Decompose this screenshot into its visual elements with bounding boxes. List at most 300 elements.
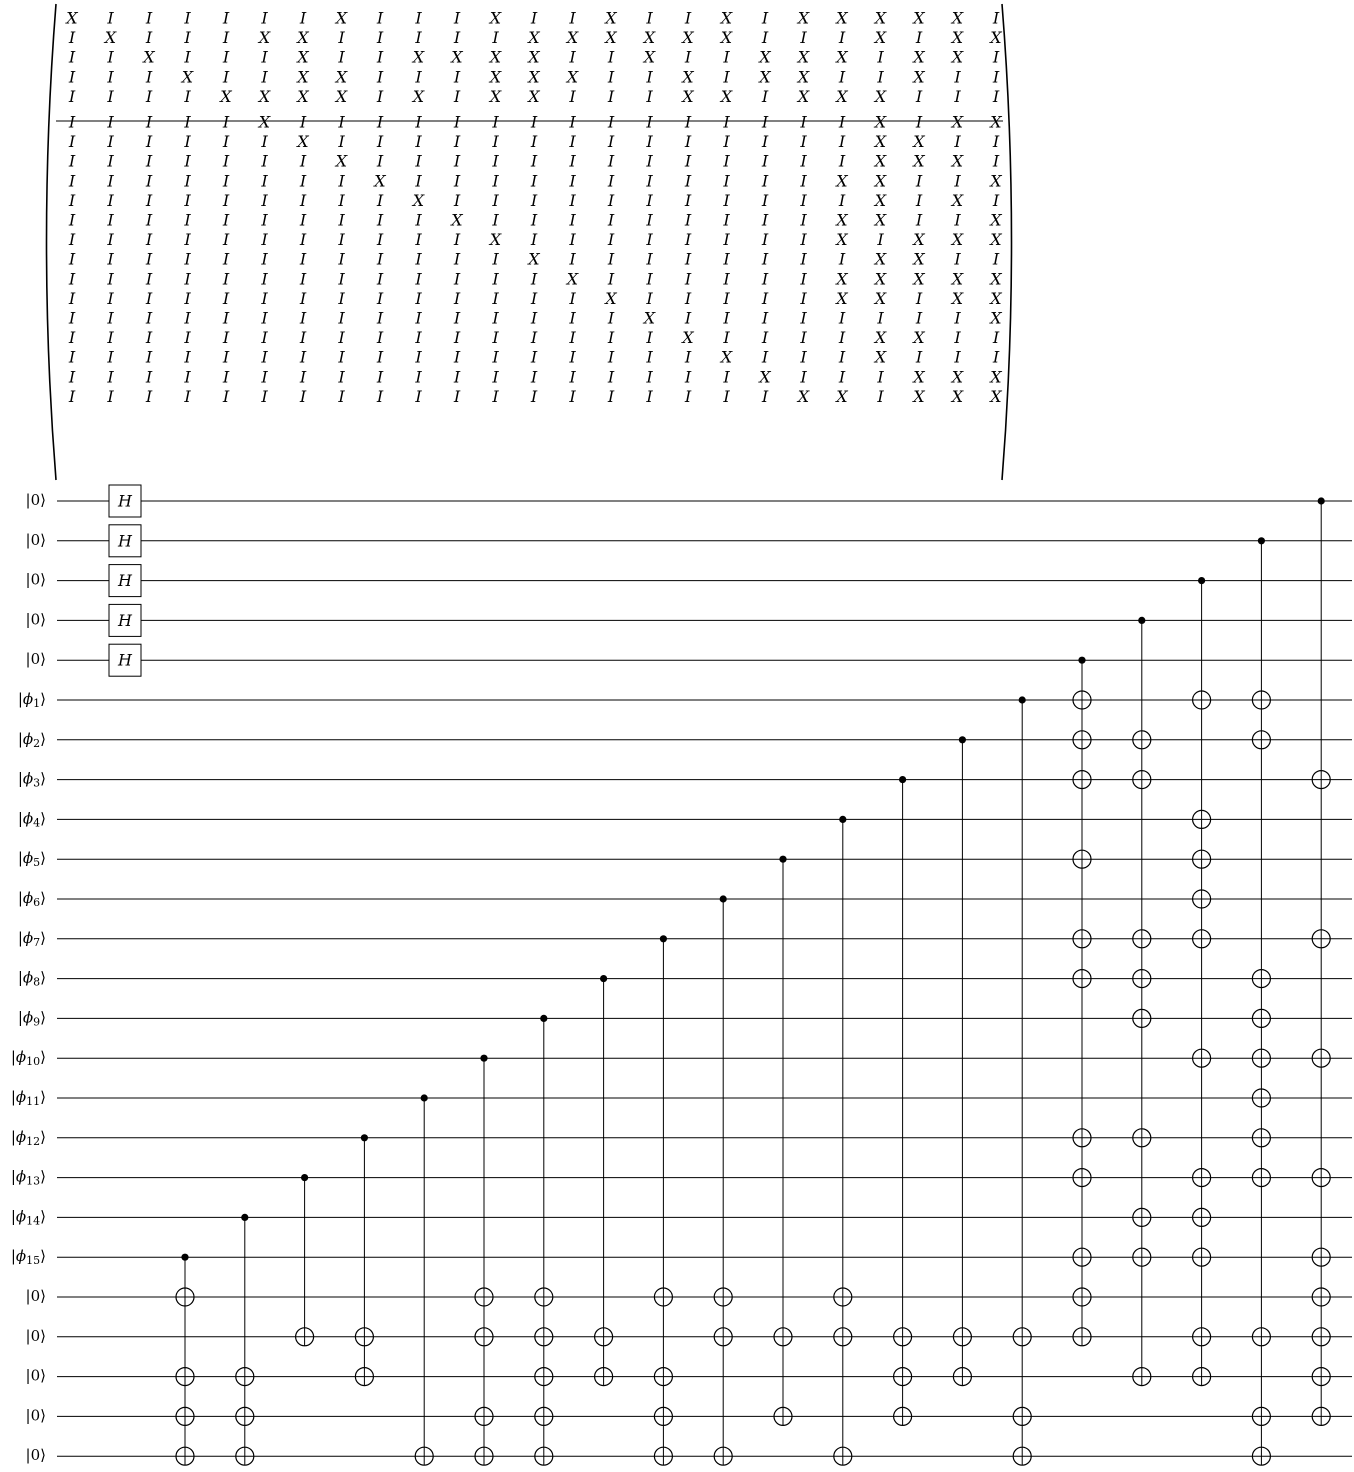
cnot-target [774,1328,792,1346]
matrix-cell: I [761,8,769,28]
matrix-cell: X [374,171,386,191]
matrix-cell: I [915,347,923,367]
matrix-cell: X [489,67,502,87]
matrix-cell: I [569,328,576,348]
matrix-cell: I [376,67,384,87]
matrix-cell: I [107,249,114,269]
matrix-cell: X [913,328,925,348]
matrix-cell: I [838,112,846,132]
matrix-cell: I [261,230,268,250]
cnot-target [1073,771,1091,789]
matrix-cell: I [453,230,461,250]
matrix-cell: X [913,367,925,387]
matrix-cell: X [682,328,694,348]
matrix-cell: I [492,386,499,406]
matrix-cell: X [335,8,348,28]
matrix-cell: I [338,171,345,191]
matrix-cell: I [954,210,961,230]
matrix-cell: I [222,347,230,367]
matrix-cell: X [451,47,463,67]
matrix-cell: I [376,367,384,387]
matrix-cell: X [990,28,1002,48]
cnot-target [1252,1009,1270,1027]
matrix-cell: I [992,47,1000,67]
wire-label: $|\phi_5⟩$ [17,849,46,870]
matrix-cell: I [684,269,692,289]
matrix-cell: I [222,47,230,67]
matrix-cell: I [607,230,615,250]
matrix-cell: X [913,151,925,171]
wire-label: |0⟩ [25,1366,46,1385]
matrix-cell: X [797,47,810,67]
matrix-cell: I [646,86,653,106]
matrix-cell: I [299,328,307,348]
matrix-cell: I [145,151,153,171]
matrix-cell: I [800,230,807,250]
matrix-cell: I [761,230,769,250]
cnot-target [1252,1089,1270,1107]
matrix-cell: I [530,190,538,210]
matrix-cell: I [338,132,345,152]
matrix-cell: I [684,386,692,406]
matrix-cell: I [838,249,846,269]
matrix-cell: I [68,328,76,348]
control-dot [241,1214,248,1221]
cnot-target [654,1288,672,1306]
matrix-cell: I [761,28,769,48]
cnot-target [834,1288,852,1306]
matrix-cell: I [530,328,538,348]
cnot-target [1073,1328,1091,1346]
matrix-cell: I [915,190,923,210]
matrix-cell: I [838,151,846,171]
wire-label: $|\phi_4⟩$ [17,809,46,830]
matrix-cell: I [376,112,384,132]
matrix-cell: I [569,210,576,230]
matrix-cell: I [723,308,730,328]
matrix-cell: X [951,47,964,67]
matrix-cell: I [107,210,114,230]
matrix-cell: I [261,288,268,308]
matrix-cell: I [145,28,153,48]
matrix-cell: I [68,190,76,210]
matrix-cell: X [990,269,1002,289]
matrix-cell: I [992,190,1000,210]
matrix-cell: I [646,8,653,28]
matrix-cell: I [723,47,730,67]
matrix-cell: X [528,47,540,67]
matrix-cell: X [643,47,656,67]
cnot-target [1193,1169,1211,1187]
hadamard-label: H [118,610,132,630]
hadamard-label: H [118,531,132,551]
matrix-cell: I [376,230,384,250]
matrix-cell: I [222,249,230,269]
matrix-cell: I [646,230,653,250]
matrix-cell: I [992,249,1000,269]
matrix-cell: I [222,210,230,230]
matrix-cell: I [646,269,653,289]
cnot-target [1312,1248,1330,1266]
matrix-cell: X [874,151,887,171]
matrix-cell: I [684,308,692,328]
matrix-cell: I [338,367,345,387]
matrix-cell: I [992,328,1000,348]
matrix-cell: X [605,8,617,28]
cnot-target [176,1288,194,1306]
cnot-target [1193,890,1211,908]
matrix-cell: I [222,67,230,87]
matrix-cell: X [951,386,964,406]
matrix-cell: I [530,171,538,191]
cnot-target [1252,970,1270,988]
matrix-cell: I [723,171,730,191]
matrix-cell: X [143,47,155,67]
matrix-cell: X [220,86,232,106]
matrix-cell: I [222,288,230,308]
matrix-cell: I [607,328,615,348]
matrix-cell: X [797,8,810,28]
matrix-cell: I [569,347,576,367]
matrix-cell: I [415,132,422,152]
matrix-cell: I [107,288,114,308]
matrix-cell: I [338,230,345,250]
matrix-cell: I [184,269,191,289]
matrix-cell: I [107,367,114,387]
matrix-cell: I [954,308,961,328]
matrix-cell: I [299,8,307,28]
cnot-target [535,1328,553,1346]
wire-label: |0⟩ [25,610,46,629]
cnot-target [1193,930,1211,948]
matrix-cell: X [874,328,887,348]
matrix-cell: I [453,367,461,387]
matrix-cell: I [838,367,846,387]
cnot-target [415,1447,433,1465]
cnot-target [714,1447,732,1465]
matrix-cell: I [107,67,114,87]
cnot-target [1133,731,1151,749]
cnot-target [236,1407,254,1425]
matrix-cell: I [492,171,499,191]
matrix-cell: I [415,230,422,250]
matrix-cell: X [874,132,887,152]
matrix-cell: I [338,288,345,308]
matrix-cell: I [684,249,692,269]
matrix-cell: X [836,386,848,406]
matrix-cell: I [145,171,153,191]
matrix-cell: I [222,8,230,28]
cnot-target [654,1368,672,1386]
matrix-cell: I [415,8,422,28]
matrix-cell: I [299,151,307,171]
matrix-cell: I [415,269,422,289]
cnot-target [1252,731,1270,749]
matrix-cell: I [761,132,769,152]
matrix-cell: I [261,269,268,289]
cnot-target [1193,810,1211,828]
matrix-cell: I [415,171,422,191]
matrix-cell: I [145,386,153,406]
matrix-cell: I [761,386,769,406]
cnot-target [1193,1208,1211,1226]
matrix-cell: I [68,151,76,171]
matrix-cell: I [723,386,730,406]
matrix-cell: I [107,132,114,152]
matrix-cell: I [684,288,692,308]
matrix-cell: I [376,190,384,210]
matrix-cell: I [530,308,538,328]
cnot-target [176,1407,194,1425]
cnot-target [1193,1248,1211,1266]
cnot-target [535,1368,553,1386]
matrix-cell: I [723,288,730,308]
wire-label: $|\phi_3⟩$ [17,769,46,790]
matrix-cell: X [297,67,309,87]
matrix-cell: I [915,28,923,48]
matrix-cell: I [569,308,576,328]
matrix-cell: I [415,288,422,308]
cnot-target [1073,1288,1091,1306]
matrix-cell: X [759,47,771,67]
matrix-cell: I [684,47,692,67]
matrix-cell: I [607,190,615,210]
wire-label: $|\phi_{10}⟩$ [10,1048,46,1069]
matrix-cell: I [376,269,384,289]
matrix-cell: I [992,132,1000,152]
matrix-cell: I [145,230,153,250]
matrix-cell: I [800,190,807,210]
control-dot [301,1174,308,1181]
matrix-cell: I [915,210,923,230]
matrix-cell: X [682,28,694,48]
wire-label: |0⟩ [25,1406,46,1425]
cnot-target [535,1447,553,1465]
matrix-cell: I [569,288,576,308]
matrix-cell: I [800,112,807,132]
matrix-cell: I [299,190,307,210]
matrix-cell: I [261,367,268,387]
cnot-target [1252,1129,1270,1147]
matrix-cell: X [990,308,1002,328]
cnot-target [1252,1328,1270,1346]
control-dot [1138,617,1145,624]
matrix-cell: I [954,328,961,348]
matrix-cell: I [145,67,153,87]
cnot-target [1073,1248,1091,1266]
matrix-cell: I [877,386,884,406]
matrix-cell: I [184,347,191,367]
matrix-cell: I [415,112,422,132]
matrix-cell: X [951,190,964,210]
matrix-cell: I [646,210,653,230]
matrix-cell: I [222,171,230,191]
matrix-cell: I [530,151,538,171]
matrix-cell: X [836,269,848,289]
matrix-cell: I [107,190,114,210]
matrix-cell: I [569,132,576,152]
matrix-cell: I [492,308,499,328]
cnot-target [834,1328,852,1346]
matrix-cell: I [184,47,191,67]
matrix-cell: X [990,230,1002,250]
matrix-cell: X [566,67,579,87]
matrix-cell: X [528,86,540,106]
cnot-target [1133,1368,1151,1386]
matrix-cell: I [530,132,538,152]
matrix-cell: I [376,151,384,171]
matrix-cell: I [299,269,307,289]
matrix-cell: I [145,86,153,106]
cnot-target [1013,1447,1031,1465]
wire-label: $|\phi_8⟩$ [17,968,46,989]
cnot-target [654,1407,672,1425]
cnot-target [355,1328,373,1346]
cnot-target [1133,1009,1151,1027]
matrix-cell: I [261,249,268,269]
wire-label: |0⟩ [25,1287,46,1305]
matrix-cell: I [569,47,576,67]
matrix-cell: X [335,86,348,106]
matrix-cell: I [415,28,422,48]
matrix-cell: I [492,269,499,289]
matrix-cell: X [181,67,194,87]
cnot-target [1073,970,1091,988]
matrix-cell: I [954,171,961,191]
matrix-cell: I [492,328,499,348]
matrix-cell: I [145,328,153,348]
matrix-cell: I [222,190,230,210]
matrix-cell: I [838,190,846,210]
matrix-cell: I [299,249,307,269]
cnot-target [1133,1208,1151,1226]
matrix-cell: I [915,112,923,132]
wire-label: $|\phi_{14}⟩$ [10,1207,46,1228]
matrix-cell: X [951,367,964,387]
cnot-target [1312,930,1330,948]
matrix-cell: X [836,47,848,67]
matrix-cell: I [607,67,615,87]
matrix-cell: I [453,249,461,269]
matrix-cell: I [68,67,76,87]
matrix-cell: I [184,190,191,210]
matrix-cell: I [492,347,499,367]
matrix-cell: I [453,328,461,348]
matrix-cell: I [684,367,692,387]
cnot-target [1073,930,1091,948]
cnot-target [1133,970,1151,988]
matrix-cell: X [720,347,733,367]
matrix-cell: I [954,347,961,367]
control-dot [1258,537,1265,544]
control-dot [1318,497,1325,504]
control-dot [480,1055,487,1062]
matrix-cell: X [874,288,887,308]
matrix-cell: I [530,210,538,230]
cnot-target [714,1328,732,1346]
cnot-target [236,1447,254,1465]
matrix-cell: I [184,386,191,406]
control-dot [720,895,727,902]
matrix-cell: X [682,86,694,106]
matrix-cell: I [145,112,153,132]
matrix-cell: I [607,132,615,152]
matrix-cell: I [761,249,769,269]
matrix-cell: I [800,151,807,171]
matrix-cell: I [338,347,345,367]
matrix-cell: I [607,347,615,367]
wire-label: $|\phi_9⟩$ [17,1008,46,1029]
matrix-cell: I [376,308,384,328]
matrix-cell: I [761,210,769,230]
matrix-cell: I [607,308,615,328]
cnot-target [1073,731,1091,749]
matrix-cell: I [877,308,884,328]
matrix-cell: I [68,249,76,269]
matrix-cell: I [684,132,692,152]
wire-label: $|\phi_{13}⟩$ [10,1167,46,1188]
matrix-cell: X [759,367,771,387]
matrix-cell: I [646,190,653,210]
matrix-cell: X [836,86,848,106]
matrix-cell: I [376,47,384,67]
matrix-cell: I [992,347,1000,367]
matrix-cell: I [338,328,345,348]
cnot-target [1312,1328,1330,1346]
matrix-cell: X [528,28,540,48]
matrix-cell: I [68,86,76,106]
matrix-cell: I [992,151,1000,171]
matrix-cell: I [646,132,653,152]
matrix-cell: I [838,347,846,367]
matrix-cell: X [990,386,1002,406]
matrix-cell: I [530,8,538,28]
matrix-cell: X [104,28,117,48]
matrix-cell: X [913,67,925,87]
matrix-cell: I [492,367,499,387]
matrix-cell: X [566,269,579,289]
matrix-cell: I [376,132,384,152]
matrix-cell: I [145,8,153,28]
matrix-cell: I [222,386,230,406]
control-dot [421,1094,428,1101]
matrix-cell: X [643,308,656,328]
matrix-cell: I [992,86,1000,106]
cnot-target [1133,1248,1151,1266]
matrix-cell: X [990,210,1002,230]
cnot-target [595,1368,613,1386]
matrix-cell: I [761,308,769,328]
cnot-target [475,1328,493,1346]
matrix-cell: I [415,328,422,348]
matrix-cell: X [874,28,887,48]
matrix-cell: I [684,347,692,367]
cnot-target [1193,1368,1211,1386]
matrix-cell: I [492,151,499,171]
matrix-cell: I [569,112,576,132]
matrix-cell: I [184,171,191,191]
wire-label: $|\phi_{15}⟩$ [10,1247,46,1268]
matrix-cell: I [954,249,961,269]
matrix-cell: X [720,28,733,48]
matrix-cell: I [646,367,653,387]
matrix-cell: I [530,367,538,387]
matrix-cell: I [761,347,769,367]
matrix-cell: I [877,47,884,67]
matrix-cell: I [607,210,615,230]
matrix-cell: I [761,171,769,191]
matrix-cell: I [646,249,653,269]
